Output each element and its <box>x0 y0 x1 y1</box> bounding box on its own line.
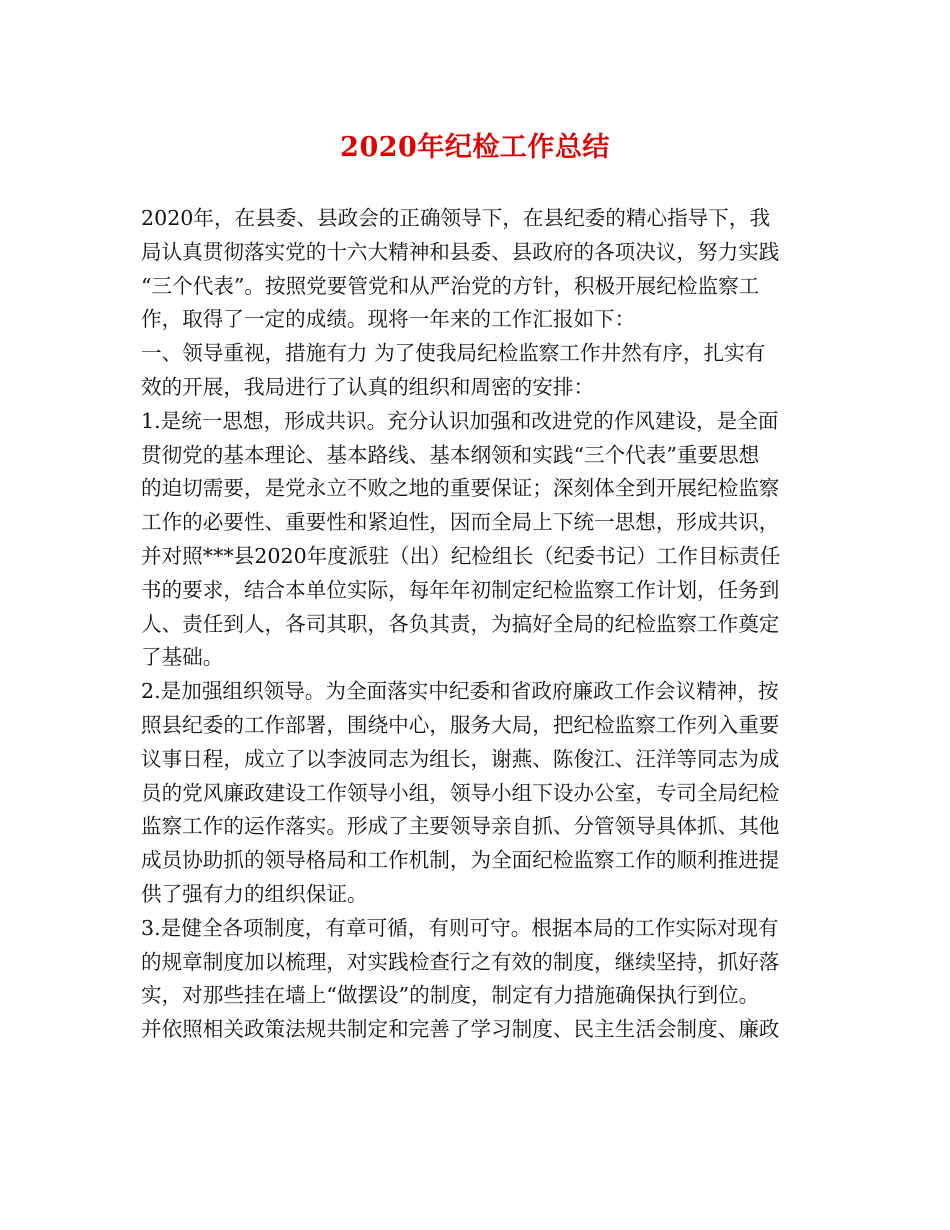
body-line: 局认真贯彻落实党的十六大精神和县委、县政府的各项决议，努力实践 <box>141 239 780 264</box>
body-line: 员的党风廉政建设工作领导小组，领导小组下设办公室，专司全局纪检 <box>141 780 780 805</box>
body-line: 并对照***县2020年度派驻（出）纪检组长（纪委书记）工作目标责任 <box>141 543 781 568</box>
document-title: 2020年纪检工作总结 <box>340 132 610 163</box>
numbered-item-line: 1.是统一思想，形成共识。充分认识加强和改进党的作风建设，是全面 <box>141 408 779 433</box>
numbered-item-line: 2.是加强组织领导。为全面落实中纪委和省政府廉政工作会议精神，按 <box>141 679 779 704</box>
body-line: 的规章制度加以梳理，对实践检查行之有效的制度，继续坚持，抓好落 <box>141 949 780 974</box>
body-line: 效的开展，我局进行了认真的组织和周密的安排： <box>141 374 595 399</box>
body-line: 议事日程，成立了以李波同志为组长，谢燕、陈俊江、汪洋等同志为成 <box>141 746 780 771</box>
body-line: 并依照相关政策法规共制定和完善了学习制度、民主生活会制度、廉政 <box>141 1017 780 1042</box>
numbered-item-line: 3.是健全各项制度，有章可循，有则可守。根据本局的工作实际对现有 <box>141 915 779 940</box>
section-heading-line: 一、领导重视，措施有力 为了使我局纪检监察工作井然有序，扎实有 <box>141 341 766 366</box>
body-line: 实，对那些挂在墙上“做摆设”的制度，制定有力措施确保执行到位。 <box>141 983 760 1008</box>
body-line: 贯彻党的基本理论、基本路线、基本纲领和实践“三个代表”重要思想 <box>141 442 760 467</box>
body-line: 供了强有力的组织保证。 <box>141 881 368 906</box>
body-line: 成员协助抓的领导格局和工作机制，为全面纪检监察工作的顺利推进提 <box>141 848 780 873</box>
body-line: 的迫切需要，是党永立不败之地的重要保证；深刻体全到开展纪检监察 <box>141 476 780 501</box>
body-line: 作，取得了一定的成绩。现将一年来的工作汇报如下： <box>141 307 636 332</box>
body-line: 人、责任到人，各司其职，各负其责，为搞好全局的纪检监察工作奠定 <box>141 611 780 636</box>
body-line: 照县纪委的工作部署，围绕中心，服务大局，把纪检监察工作列入重要 <box>141 712 780 737</box>
body-line: 工作的必要性、重要性和紧迫性，因而全局上下统一思想，形成共识， <box>141 510 780 535</box>
body-line: 2020年，在县委、县政会的正确领导下，在县纪委的精心指导下，我 <box>141 206 771 230</box>
document-body <box>141 202 813 1047</box>
body-line: 监察工作的运作落实。形成了主要领导亲自抓、分管领导具体抓、其他 <box>141 814 780 839</box>
body-line: 了基础。 <box>141 645 224 670</box>
body-line: 书的要求，结合本单位实际，每年年初制定纪检监察工作计划，任务到 <box>141 577 780 602</box>
body-line: “三个代表”。按照党要管党和从严治党的方针，积极开展纪检监察工 <box>141 273 760 298</box>
